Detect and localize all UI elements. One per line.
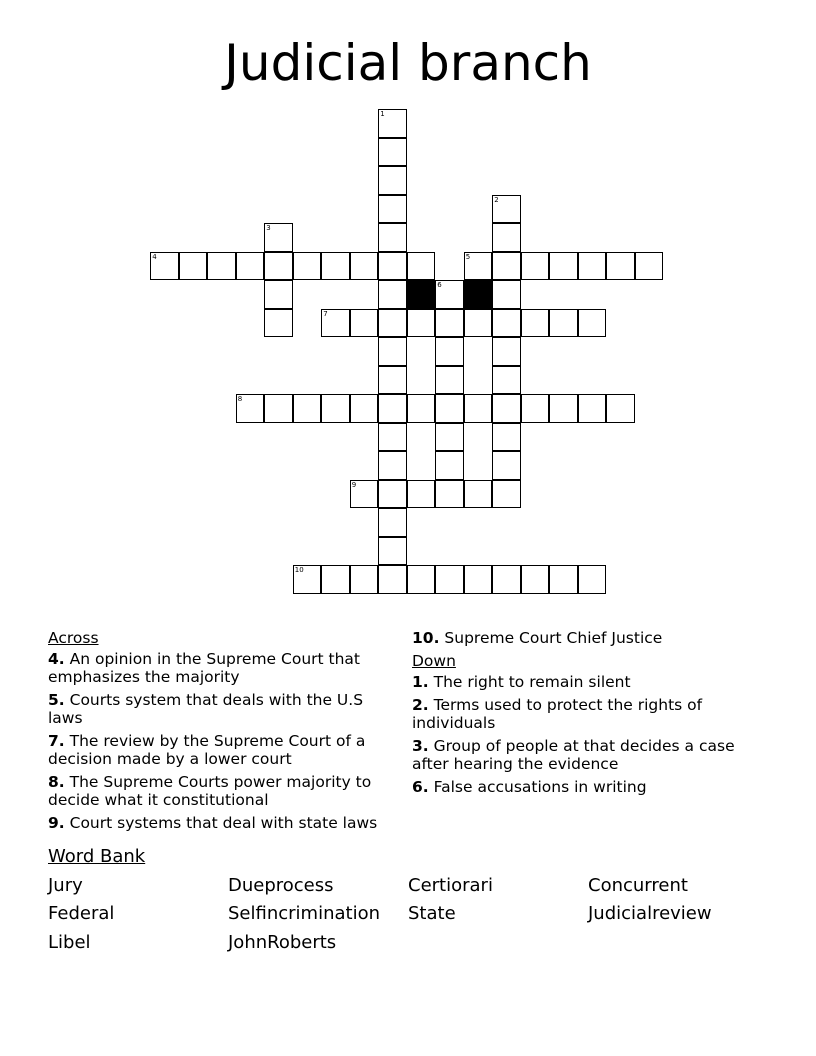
word-bank-item: Libel [48, 932, 91, 953]
grid-cell[interactable] [492, 480, 521, 509]
clue-across-7: 7. The review by the Supreme Court of a decision made by a lower court [48, 732, 366, 768]
clue-across-9: 9. Court systems that deal with state laws [48, 814, 378, 832]
grid-cell[interactable] [264, 280, 293, 309]
word-bank-item: Dueprocess [228, 875, 334, 896]
across-clues [48, 629, 393, 837]
grid-cell[interactable] [321, 394, 350, 423]
grid-cell[interactable] [492, 223, 521, 252]
clue-number: 6 [437, 281, 442, 290]
grid-cell[interactable] [378, 280, 407, 309]
grid-cell[interactable] [378, 337, 407, 366]
down-heading: Down [412, 652, 456, 670]
grid-cell[interactable] [435, 423, 464, 452]
grid-cell[interactable] [378, 394, 407, 423]
grid-cell[interactable] [378, 537, 407, 566]
clue-across-4: 4. An opinion in the Supreme Court that emphasizes the majority [48, 650, 361, 686]
word-bank-item: Judicialreview [588, 903, 712, 924]
grid-cell[interactable] [492, 195, 521, 224]
grid-cell[interactable] [378, 195, 407, 224]
grid-cell[interactable] [549, 252, 578, 281]
grid-cell[interactable] [407, 480, 436, 509]
grid-cell[interactable] [521, 252, 550, 281]
clue-number: 9 [351, 480, 357, 489]
grid-cell[interactable] [378, 565, 407, 594]
grid-cell[interactable] [578, 394, 607, 423]
grid-cell[interactable] [378, 366, 407, 395]
grid-cell[interactable] [321, 309, 350, 338]
grid-cell[interactable] [435, 337, 464, 366]
grid-cell[interactable] [179, 252, 208, 281]
black-square [464, 280, 493, 309]
grid-cell[interactable] [578, 565, 607, 594]
grid-cell[interactable] [521, 394, 550, 423]
grid-cell[interactable] [521, 565, 550, 594]
clue-number: 3 [266, 224, 271, 233]
grid-cell[interactable] [606, 252, 635, 281]
grid-cell[interactable] [492, 252, 521, 281]
grid-cell[interactable] [350, 565, 379, 594]
grid-cell[interactable] [435, 480, 464, 509]
word-bank-item: Concurrent [588, 875, 688, 896]
grid-cell[interactable] [549, 565, 578, 594]
grid-cell[interactable] [378, 138, 407, 167]
clue-down-3: 3. Group of people at that decides a case after hearing the evidence [412, 737, 735, 773]
grid-cell[interactable] [378, 423, 407, 452]
clue-number: 7 [323, 309, 328, 318]
word-bank-item: JohnRoberts [228, 932, 337, 953]
grid-cell[interactable] [464, 480, 493, 509]
grid-cell[interactable] [435, 309, 464, 338]
grid-cell[interactable] [549, 309, 578, 338]
grid-cell[interactable] [264, 309, 293, 338]
clue-down-6: 6. False accusations in writing [412, 778, 647, 796]
grid-cell[interactable] [492, 366, 521, 395]
clue-down-1: 1. The right to remain silent [412, 673, 631, 691]
word-bank-item: Selfincrimination [228, 903, 380, 924]
grid-cell[interactable] [293, 565, 322, 594]
grid-cell[interactable] [264, 252, 293, 281]
grid-cell[interactable] [407, 394, 436, 423]
grid-cell[interactable] [378, 109, 407, 138]
grid-cell[interactable] [635, 252, 664, 281]
grid-cell[interactable] [378, 480, 407, 509]
clue-number: 1 [380, 110, 385, 119]
down-clues [412, 629, 772, 801]
grid-cell[interactable] [435, 366, 464, 395]
grid-cell[interactable] [150, 252, 179, 281]
grid-cell[interactable] [435, 394, 464, 423]
grid-cell[interactable] [378, 451, 407, 480]
grid-cell[interactable] [264, 394, 293, 423]
grid-cell[interactable] [378, 166, 407, 195]
word-bank-heading: Word Bank [48, 846, 146, 867]
grid-cell[interactable] [435, 565, 464, 594]
word-bank-item: Federal [48, 903, 115, 924]
grid-cell[interactable] [236, 252, 265, 281]
grid-cell[interactable] [293, 252, 322, 281]
grid-cell[interactable] [236, 394, 265, 423]
grid-cell[interactable] [492, 451, 521, 480]
grid-cell[interactable] [492, 280, 521, 309]
clue-across-10: 10. Supreme Court Chief Justice [412, 629, 663, 647]
grid-cell[interactable] [464, 252, 493, 281]
word-bank-item: Jury [48, 875, 83, 896]
clue-number: 4 [152, 252, 157, 261]
grid-cell[interactable] [321, 565, 350, 594]
grid-cell[interactable] [378, 309, 407, 338]
page-title: Judicial branch [224, 34, 592, 92]
clue-number: 10 [294, 566, 304, 575]
grid-cell[interactable] [207, 252, 236, 281]
grid-cell[interactable] [264, 223, 293, 252]
grid-cell[interactable] [606, 394, 635, 423]
grid-cell[interactable] [578, 309, 607, 338]
grid-cell[interactable] [492, 565, 521, 594]
grid-cell[interactable] [521, 309, 550, 338]
clue-across-8: 8. The Supreme Courts power majority to decide what it constitutional [48, 773, 372, 809]
word-bank-item: State [408, 903, 456, 924]
grid-cell[interactable] [293, 394, 322, 423]
grid-cell[interactable] [350, 252, 379, 281]
grid-cell[interactable] [407, 565, 436, 594]
grid-cell[interactable] [464, 309, 493, 338]
grid-cell[interactable] [578, 252, 607, 281]
grid-cell[interactable] [549, 394, 578, 423]
grid-cell[interactable] [464, 394, 493, 423]
grid-cell[interactable] [350, 309, 379, 338]
grid-cell[interactable] [492, 423, 521, 452]
grid-cell[interactable] [492, 394, 521, 423]
grid-cell[interactable] [464, 565, 493, 594]
grid-cell[interactable] [492, 309, 521, 338]
across-heading: Across [48, 629, 99, 647]
clue-down-2: 2. Terms used to protect the rights of individuals [412, 696, 703, 732]
clue-number: 8 [237, 395, 243, 404]
grid-cell[interactable] [407, 309, 436, 338]
black-square [407, 280, 436, 309]
grid-cell[interactable] [378, 252, 407, 281]
grid-cell[interactable] [350, 480, 379, 509]
grid-cell[interactable] [492, 337, 521, 366]
grid-cell[interactable] [435, 451, 464, 480]
grid-cell[interactable] [407, 252, 436, 281]
clue-number: 2 [494, 195, 499, 204]
word-bank-item: Certiorari [408, 875, 493, 896]
clue-number: 5 [465, 252, 471, 261]
grid-cell[interactable] [378, 508, 407, 537]
grid-cell[interactable] [378, 223, 407, 252]
clue-across-5: 5. Courts system that deals with the U.S laws [48, 691, 364, 727]
grid-cell[interactable] [321, 252, 350, 281]
grid-cell[interactable] [350, 394, 379, 423]
grid-cell[interactable] [435, 280, 464, 309]
